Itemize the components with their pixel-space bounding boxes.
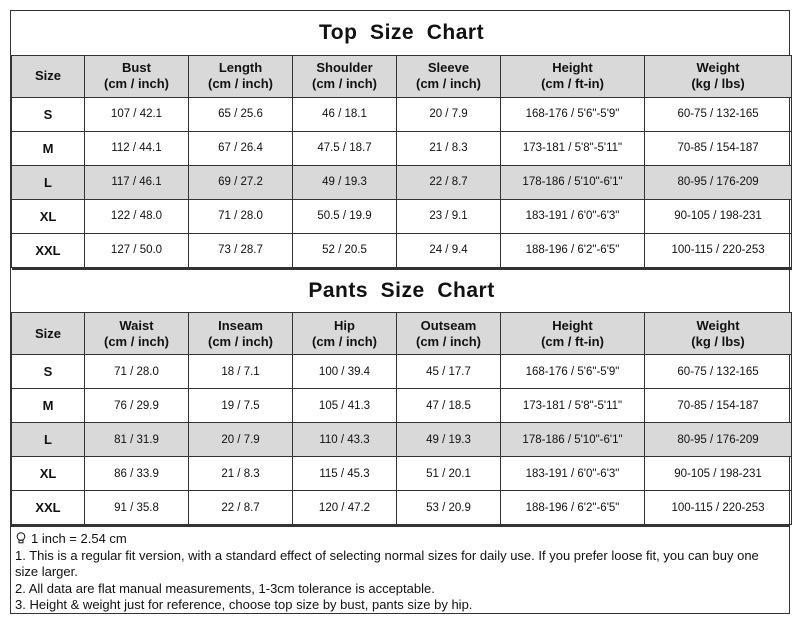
header-unit: (cm / ft-in): [541, 76, 604, 91]
table-row: [12, 165, 792, 199]
header-unit: (cm / inch): [311, 76, 377, 91]
header-label: Bust: [122, 60, 151, 75]
table-cell: 50.5 / 19.9: [293, 199, 397, 233]
header-label: Inseam: [218, 317, 263, 333]
top-column-header: [645, 55, 792, 97]
table-cell: 45 / 17.7: [397, 355, 501, 389]
header-unit: (cm / inch): [103, 76, 169, 91]
table-row: [12, 389, 792, 423]
table-cell: 47.5 / 18.7: [293, 131, 397, 165]
table-cell: 71 / 28.0: [189, 199, 293, 233]
table-cell: 188-196 / 6'2"-6'5": [501, 491, 645, 525]
table-cell: 70-85 / 154-187: [645, 389, 792, 423]
table-cell: 80-95 / 176-209: [645, 165, 792, 199]
header-unit: (kg / lbs): [691, 76, 745, 91]
note-3: 3. Height & weight just for reference, choose top size by bust, pants size by hip.: [15, 597, 473, 612]
pants-column-header: [501, 313, 645, 355]
table-cell: 183-191 / 6'0"-6'3": [501, 457, 645, 491]
header-label: Size: [34, 68, 61, 83]
size-cell: XL: [12, 199, 85, 233]
table-cell: 112 / 44.1: [85, 131, 189, 165]
header-label: Weight: [696, 60, 740, 75]
table-cell: 20 / 7.9: [397, 97, 501, 131]
header-unit: (cm / inch): [415, 333, 481, 349]
top-chart-title: Top Size Chart: [12, 11, 792, 55]
top-size-table: [11, 11, 792, 268]
table-cell: 21 / 8.3: [397, 131, 501, 165]
table-cell: 178-186 / 5'10"-6'1": [501, 165, 645, 199]
table-cell: 20 / 7.9: [189, 423, 293, 457]
table-cell: 100-115 / 220-253: [645, 491, 792, 525]
header-label: Hip: [334, 317, 355, 333]
pants-column-header: [85, 313, 189, 355]
table-cell: 90-105 / 198-231: [645, 457, 792, 491]
table-cell: 69 / 27.2: [189, 165, 293, 199]
table-cell: 183-191 / 6'0"-6'3": [501, 199, 645, 233]
pants-column-header: [293, 313, 397, 355]
table-cell: 22 / 8.7: [189, 491, 293, 525]
header-label: Length: [218, 60, 263, 75]
header-unit: (cm / inch): [103, 333, 169, 349]
table-cell: 90-105 / 198-231: [645, 199, 792, 233]
table-cell: 91 / 35.8: [85, 491, 189, 525]
table-cell: 22 / 8.7: [397, 165, 501, 199]
header-label: Shoulder: [316, 60, 373, 75]
table-row: [12, 423, 792, 457]
table-cell: 120 / 47.2: [293, 491, 397, 525]
table-cell: 67 / 26.4: [189, 131, 293, 165]
pants-column-header: [397, 313, 501, 355]
table-cell: 115 / 45.3: [293, 457, 397, 491]
table-row: [12, 491, 792, 525]
table-cell: 122 / 48.0: [85, 199, 189, 233]
table-cell: 49 / 19.3: [293, 165, 397, 199]
pants-size-table: [11, 268, 792, 526]
table-cell: 100-115 / 220-253: [645, 233, 792, 267]
header-label: Outseam: [420, 317, 477, 333]
table-cell: 100 / 39.4: [293, 355, 397, 389]
table-cell: 47 / 18.5: [397, 389, 501, 423]
size-cell: XXL: [12, 491, 85, 525]
top-column-header: [12, 55, 85, 97]
table-cell: 117 / 46.1: [85, 165, 189, 199]
table-row: [12, 457, 792, 491]
table-cell: 107 / 42.1: [85, 97, 189, 131]
pants-header-row: [12, 313, 792, 355]
size-cell: XL: [12, 457, 85, 491]
table-cell: 46 / 18.1: [293, 97, 397, 131]
table-cell: 60-75 / 132-165: [645, 97, 792, 131]
table-cell: 73 / 28.7: [189, 233, 293, 267]
table-cell: 18 / 7.1: [189, 355, 293, 389]
note-1: 1. This is a regular fit version, with a standard effect of selecting normal sizes for daily use. If you prefer loose fit, you can buy one size larger.: [15, 547, 759, 579]
size-cell: M: [12, 131, 85, 165]
conversion-text: 1 inch = 2.54 cm: [31, 531, 127, 546]
table-cell: 49 / 19.3: [397, 423, 501, 457]
table-cell: 52 / 20.5: [293, 233, 397, 267]
header-label: Waist: [119, 317, 154, 333]
pants-column-header: [645, 313, 792, 355]
table-row: [12, 131, 792, 165]
table-cell: 188-196 / 6'2"-6'5": [501, 233, 645, 267]
table-cell: 173-181 / 5'8"-5'11": [501, 389, 645, 423]
pants-chart-title: Pants Size Chart: [12, 269, 792, 313]
top-column-header: [189, 55, 293, 97]
table-cell: 71 / 28.0: [85, 355, 189, 389]
header-label: Sleeve: [427, 60, 470, 75]
size-cell: L: [12, 165, 85, 199]
size-cell: M: [12, 389, 85, 423]
size-chart-document: [10, 10, 790, 614]
table-cell: 86 / 33.9: [85, 457, 189, 491]
table-cell: 168-176 / 5'6"-5'9": [501, 97, 645, 131]
table-cell: 51 / 20.1: [397, 457, 501, 491]
top-column-header: [501, 55, 645, 97]
table-cell: 76 / 29.9: [85, 389, 189, 423]
conversion-note: [15, 531, 785, 548]
table-row: [12, 199, 792, 233]
table-cell: 178-186 / 5'10"-6'1": [501, 423, 645, 457]
header-unit: (kg / lbs): [691, 333, 745, 349]
top-column-header: [293, 55, 397, 97]
table-cell: 24 / 9.4: [397, 233, 501, 267]
note-2: 2. All data are flat manual measurements, 1-3cm tolerance is acceptable.: [15, 580, 435, 596]
header-unit: (cm / inch): [415, 76, 481, 91]
header-unit: (cm / inch): [311, 333, 377, 349]
table-cell: 105 / 41.3: [293, 389, 397, 423]
table-row: [12, 233, 792, 267]
top-header-row: [12, 55, 792, 97]
header-unit: (cm / inch): [207, 76, 273, 91]
top-column-header: [397, 55, 501, 97]
pants-column-header: [189, 313, 293, 355]
top-column-header: [85, 55, 189, 97]
table-cell: 60-75 / 132-165: [645, 355, 792, 389]
lightbulb-icon: [15, 532, 27, 544]
table-cell: 173-181 / 5'8"-5'11": [501, 131, 645, 165]
table-cell: 65 / 25.6: [189, 97, 293, 131]
table-cell: 21 / 8.3: [189, 457, 293, 491]
size-cell: S: [12, 97, 85, 131]
table-cell: 110 / 43.3: [293, 423, 397, 457]
header-label: Size: [34, 325, 61, 341]
notes-section: [11, 525, 789, 614]
size-cell: L: [12, 423, 85, 457]
table-cell: 53 / 20.9: [397, 491, 501, 525]
size-cell: S: [12, 355, 85, 389]
size-cell: XXL: [12, 233, 85, 267]
header-unit: (cm / inch): [207, 333, 273, 349]
table-cell: 81 / 31.9: [85, 423, 189, 457]
table-cell: 23 / 9.1: [397, 199, 501, 233]
pants-column-header: [12, 313, 85, 355]
table-row: [12, 97, 792, 131]
table-cell: 168-176 / 5'6"-5'9": [501, 355, 645, 389]
header-label: Height: [552, 317, 593, 333]
header-unit: (cm / ft-in): [541, 333, 604, 349]
table-cell: 19 / 7.5: [189, 389, 293, 423]
header-label: Weight: [696, 317, 740, 333]
table-cell: 70-85 / 154-187: [645, 131, 792, 165]
table-cell: 127 / 50.0: [85, 233, 189, 267]
table-row: [12, 355, 792, 389]
table-cell: 80-95 / 176-209: [645, 423, 792, 457]
header-label: Height: [552, 60, 593, 75]
